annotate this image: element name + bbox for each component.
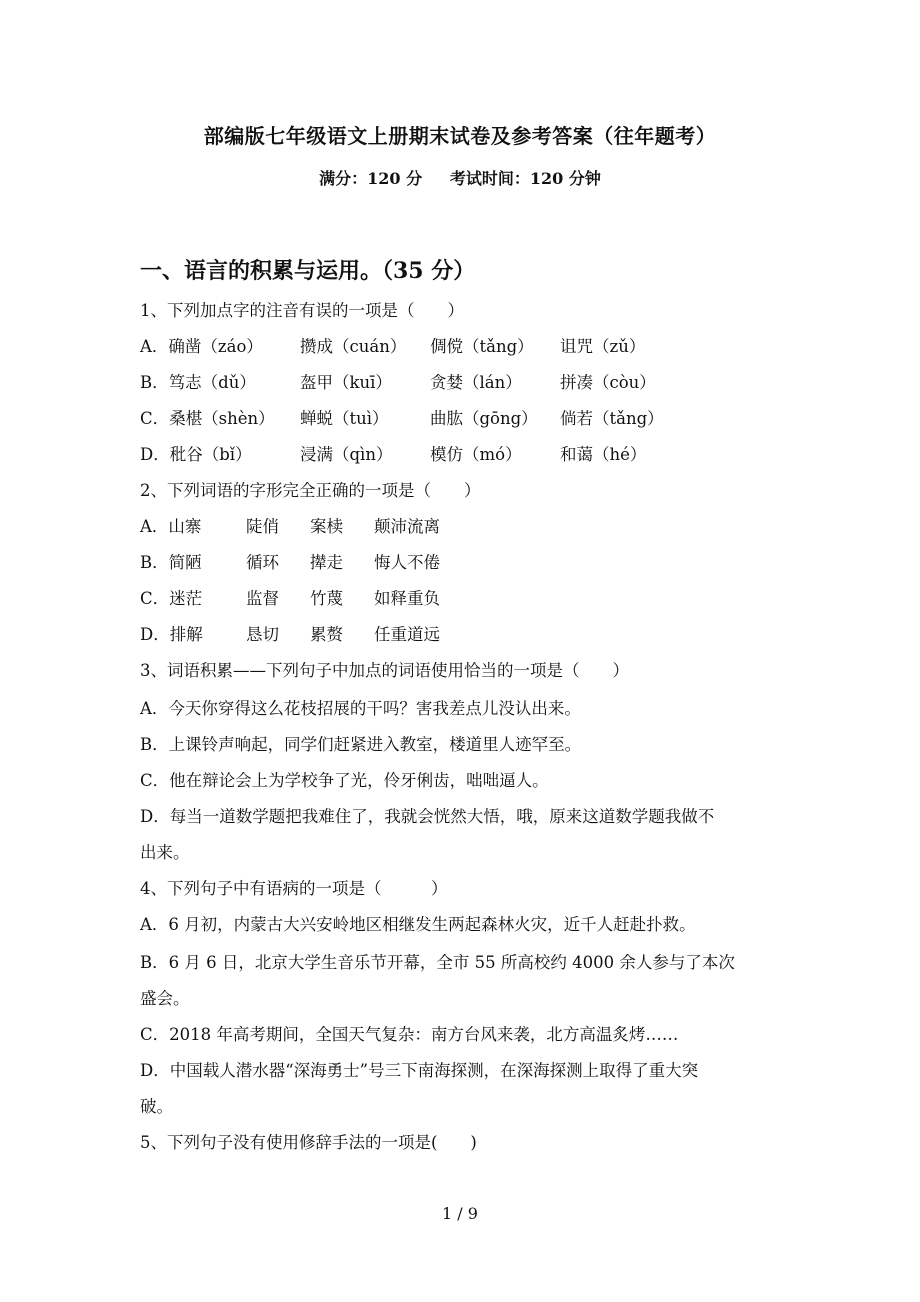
question-4-option-d-cont: 破。: [140, 1097, 173, 1116]
option-item: 陡俏: [246, 517, 279, 536]
option-item: 贪婪（lán）: [430, 373, 522, 392]
option-item: B．笃志（dǔ）: [140, 373, 256, 392]
option-item: 诅咒（zǔ）: [560, 337, 646, 356]
option-item: 浸满（qìn）: [300, 445, 393, 464]
option-item: 模仿（mó）: [430, 445, 522, 464]
option-item: 倘若（tǎng）: [560, 409, 664, 428]
question-4-option-b: B．6 月 6 日，北京大学生音乐节开幕，全市 55 所高校约 4000 余人参与了本次: [140, 953, 735, 972]
option-item: 任重道远: [374, 625, 440, 644]
option-item: 撵走: [310, 553, 343, 572]
option-item: 拼凑（còu）: [560, 373, 656, 392]
option-item: C．桑椹（shèn）: [140, 409, 275, 428]
option-item: A．山寨: [140, 517, 202, 536]
option-item: 攒成（cuán）: [300, 337, 407, 356]
question-3-stem: 3、词语积累——下列句子中加点的词语使用恰当的一项是（ ）: [140, 661, 629, 680]
question-5-stem: 5、下列句子没有使用修辞手法的一项是( ): [140, 1133, 477, 1152]
option-item: 悔人不倦: [374, 553, 440, 572]
question-3-option-b: B．上课铃声响起，同学们赶紧进入教室，楼道里人迹罕至。: [140, 735, 582, 754]
option-item: 颠沛流离: [374, 517, 440, 536]
option-item: 累赘: [310, 625, 343, 644]
question-4-option-c: C．2018 年高考期间，全国天气复杂：南方台风来袭，北方高温炙烤……: [140, 1025, 679, 1044]
option-item: 如释重负: [374, 589, 440, 608]
question-4-stem: 4、下列句子中有语病的一项是（ ）: [140, 879, 448, 898]
question-2-stem: 2、下列词语的字形完全正确的一项是（ ）: [140, 481, 481, 500]
option-item: 倜傥（tǎng）: [430, 337, 534, 356]
question-3-option-a: A．今天你穿得这么花枝招展的干吗？害我差点儿没认出来。: [140, 699, 581, 718]
question-3-option-d: D．每当一道数学题把我难住了，我就会恍然大悟，哦，原来这道数学题我做不: [140, 807, 715, 826]
question-4-option-d: D．中国载人潜水器“深海勇士”号三下南海探测，在深海探测上取得了重大突: [140, 1061, 699, 1080]
question-1-stem: 1、下列加点字的注音有误的一项是（ ）: [140, 301, 464, 320]
option-item: 竹蔑: [310, 589, 343, 608]
score-time-line: 满分：120 分 考试时间：120 分钟: [319, 169, 601, 188]
option-item: 蝉蜕（tuì）: [300, 409, 389, 428]
option-item: 循环: [246, 553, 279, 572]
page-number: 1 / 9: [442, 1204, 478, 1223]
option-item: 盔甲（kuī）: [300, 373, 392, 392]
question-3-option-c: C．他在辩论会上为学校争了光，伶牙俐齿，咄咄逼人。: [140, 771, 549, 790]
question-4-option-b-cont: 盛会。: [140, 989, 190, 1008]
option-item: 案椟: [310, 517, 343, 536]
section-heading: 一、语言的积累与运用。（35 分）: [140, 258, 476, 284]
option-item: 和蔼（hé）: [560, 445, 647, 464]
option-item: 监督: [246, 589, 279, 608]
option-item: C．迷茫: [140, 589, 203, 608]
option-item: A．确凿（záo）: [140, 337, 263, 356]
option-item: D．排解: [140, 625, 203, 644]
option-item: B．简陋: [140, 553, 202, 572]
question-4-option-a: A．6 月初，内蒙古大兴安岭地区相继发生两起森林火灾，近千人赶赴扑救。: [140, 915, 696, 934]
option-item: 恳切: [246, 625, 279, 644]
option-item: 曲肱（gōng）: [430, 409, 538, 428]
page-title: 部编版七年级语文上册期末试卷及参考答案（往年题考）: [203, 124, 717, 148]
question-3-option-d-cont: 出来。: [140, 843, 190, 862]
option-item: D．秕谷（bǐ）: [140, 445, 252, 464]
